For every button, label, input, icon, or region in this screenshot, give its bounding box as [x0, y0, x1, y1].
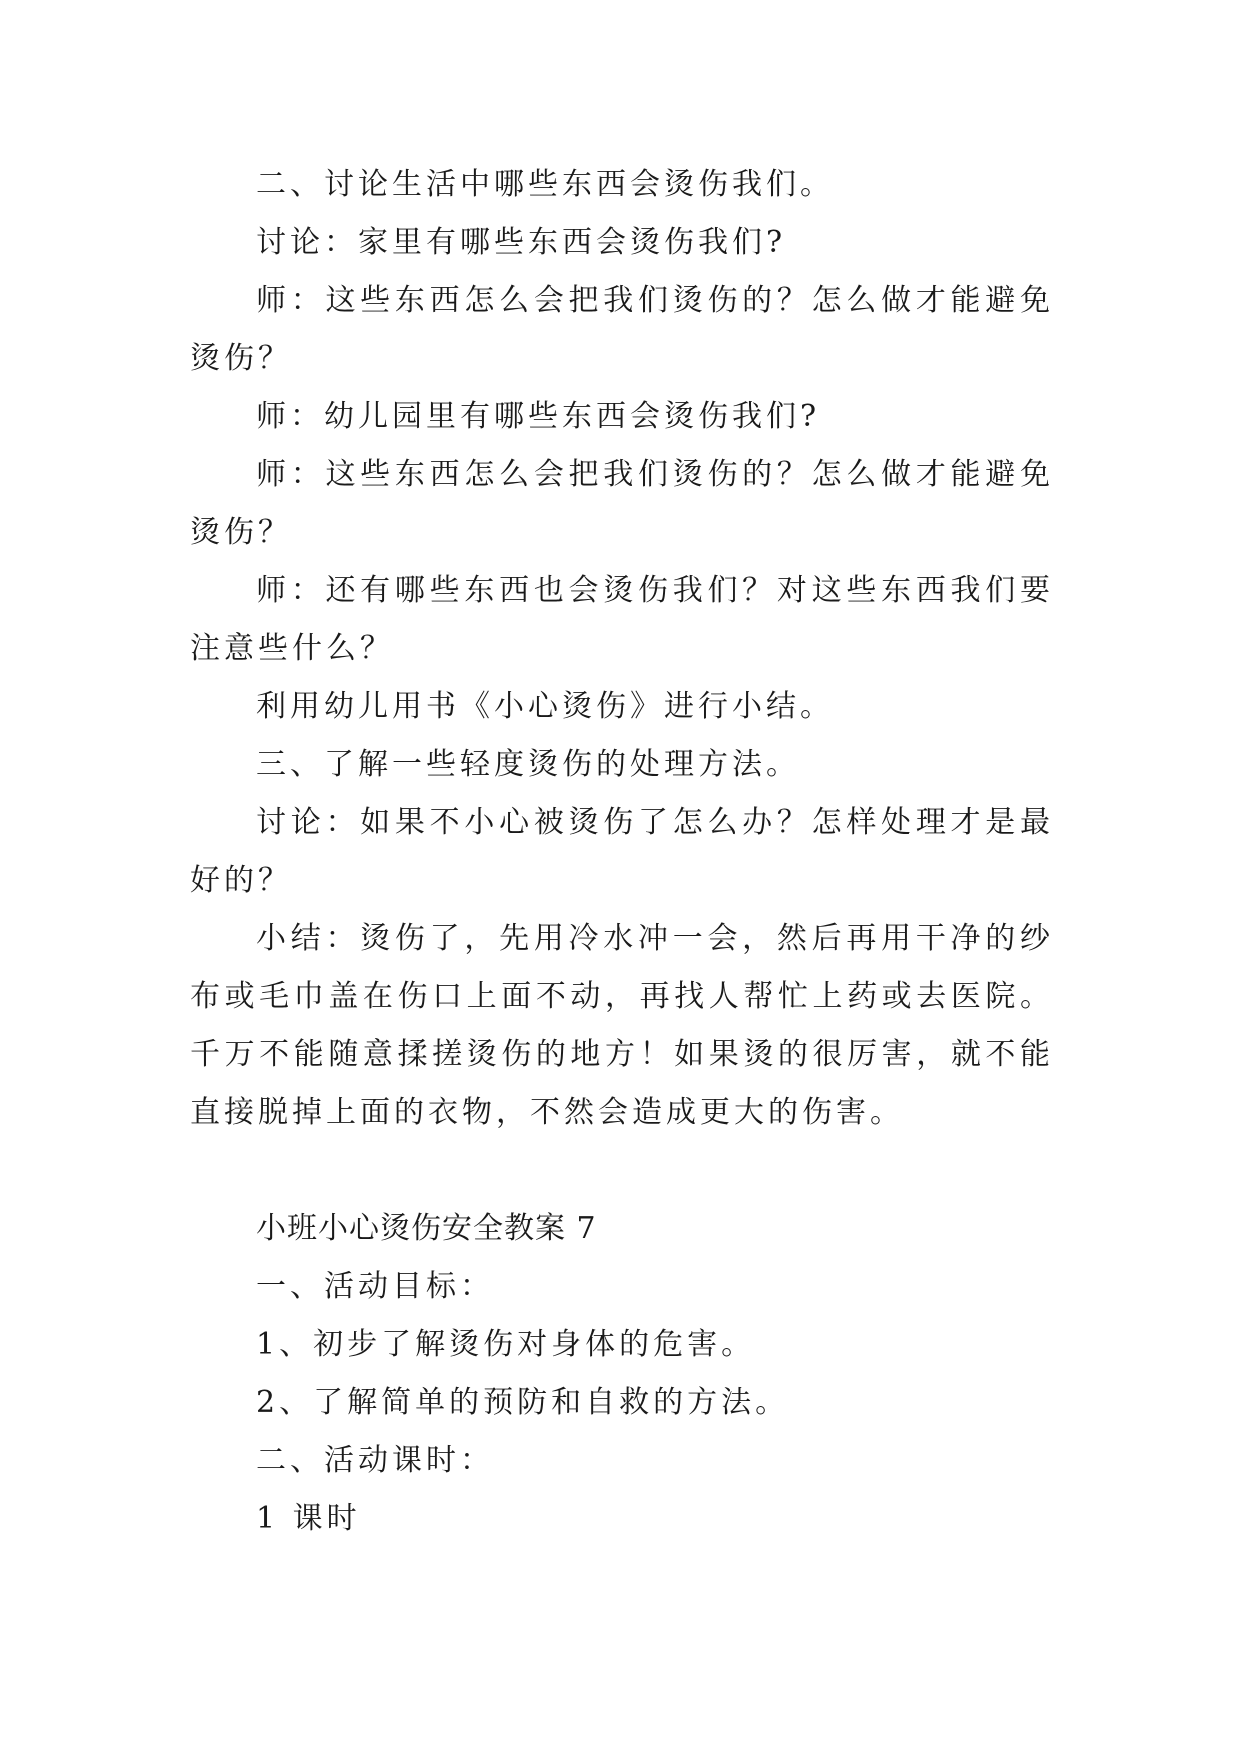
paragraph: 师：这些东西怎么会把我们烫伤的？怎么做才能避免烫伤？	[190, 457, 1054, 550]
paragraph: 利用幼儿用书《小心烫伤》进行小结。	[256, 689, 834, 724]
section-heading-discussion: 二、讨论生活中哪些东西会烫伤我们。	[256, 167, 834, 202]
list-item: 2、了解简单的预防和自救的方法。	[256, 1385, 790, 1420]
paragraph: 讨论：如果不小心被烫伤了怎么办？怎样处理才是最好的？	[190, 805, 1054, 898]
paragraph: 师：这些东西怎么会把我们烫伤的？怎么做才能避免烫伤？	[190, 283, 1054, 376]
section-spacer	[190, 1142, 1054, 1200]
paragraph: 讨论：家里有哪些东西会烫伤我们?	[256, 225, 787, 260]
section-heading-treatment: 三、了解一些轻度烫伤的处理方法。	[256, 747, 800, 782]
section-heading-duration: 二、活动课时：	[256, 1443, 494, 1478]
summary-paragraph: 小结：烫伤了，先用冷水冲一会，然后再用干净的纱布或毛巾盖在伤口上面不动，再找人帮忙上药或去医院。千万不能随意揉搓烫伤的地方！如果烫的很厉害，就不能直接脱掉上面的衣物，不然会造成更大的伤害。	[190, 921, 1054, 1130]
list-item: 1、初步了解烫伤对身体的危害。	[256, 1327, 756, 1362]
document-title: 小班小心烫伤安全教案 7	[256, 1211, 597, 1246]
paragraph: 1 课时	[256, 1501, 361, 1536]
paragraph: 师：幼儿园里有哪些东西会烫伤我们?	[256, 399, 821, 434]
section-heading-goals: 一、活动目标：	[256, 1269, 494, 1304]
paragraph: 师：还有哪些东西也会烫伤我们？对这些东西我们要注意些什么？	[190, 573, 1054, 666]
document-body	[190, 156, 1054, 1548]
